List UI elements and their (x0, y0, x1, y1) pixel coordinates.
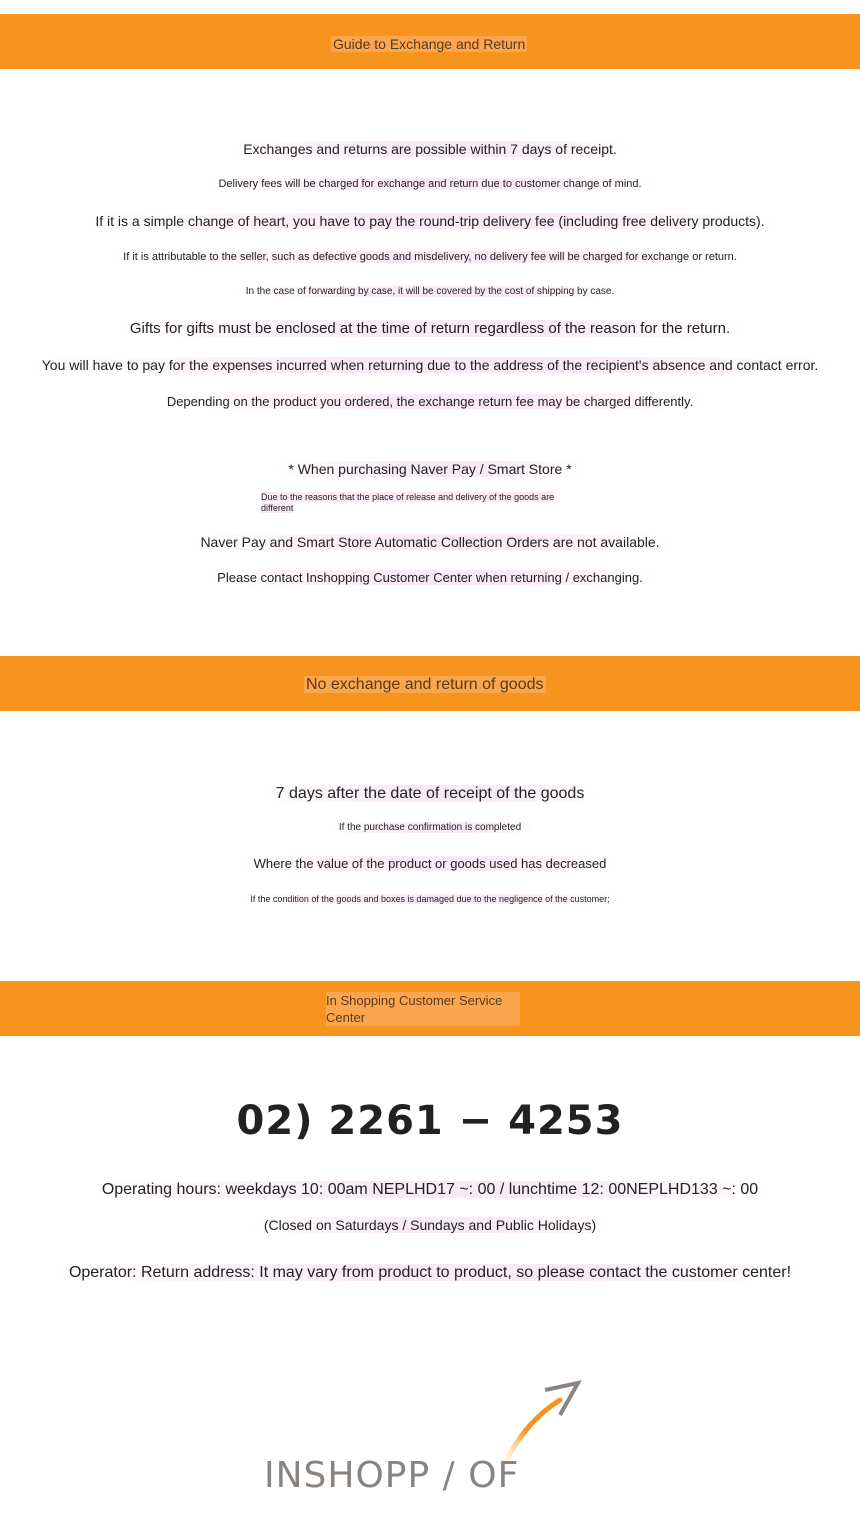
guide-line-2: Delivery fees will be charged for exchange and return due to customer change of mind. (0, 178, 860, 190)
guide-line-7: You will have to pay for the expenses incurred when returning due to the address of the recipient's absence and contact error. (0, 357, 860, 373)
guide-line-3: If it is a simple change of heart, you have to pay the round-trip delivery fee (including free delivery products). (0, 213, 860, 229)
guide-line-8: Depending on the product you ordered, the exchange return fee may be charged differently. (0, 394, 860, 409)
operator-note: Operator: Return address: It may vary from product to product, so please contact the customer center! (0, 1264, 860, 1282)
no-exchange-line-1: 7 days after the date of receipt of the goods (0, 785, 860, 803)
no-exchange-line-2: If the purchase confirmation is completed (0, 822, 860, 833)
closed-days: (Closed on Saturdays / Sundays and Public Holidays) (0, 1217, 860, 1233)
operating-hours: Operating hours: weekdays 10: 00am NEPLHD17 ~: 00 / lunchtime 12: 00NEPLHD133 ~: 00 (0, 1181, 860, 1199)
guide-line-4: If it is attributable to the seller, such as defective goods and misdelivery, no delivery fee will be charged for exchange or return. (0, 251, 860, 263)
logo-text: INSHOPP / OF (264, 1455, 520, 1496)
naver-note: Due to the reasons that the place of release and delivery of the goods are different (261, 492, 555, 513)
section-header-exchange-return (0, 14, 860, 69)
section-title: No exchange and return of goods (306, 676, 544, 693)
naver-heading: * When purchasing Naver Pay / Smart Store * (0, 461, 860, 477)
naver-line-2: Please contact Inshopping Customer Center when returning / exchanging. (0, 570, 860, 585)
section-title: In Shopping Customer Service Center (326, 992, 520, 1026)
no-exchange-line-3: Where the value of the product or goods used has decreased (0, 856, 860, 871)
guide-line-6: Gifts for gifts must be enclosed at the time of return regardless of the reason for the return. (0, 320, 860, 337)
no-exchange-line-4: If the condition of the goods and boxes is damaged due to the negligence of the customer; (0, 894, 860, 904)
section-title: Guide to Exchange and Return (333, 36, 526, 52)
section-header-no-exchange (0, 656, 860, 711)
guide-line-1: Exchanges and returns are possible within 7 days of receipt. (0, 141, 860, 157)
section-header-customer-service (0, 981, 860, 1036)
guide-line-5: In the case of forwarding by case, it will be covered by the cost of shipping by case. (0, 286, 860, 297)
naver-line-1: Naver Pay and Smart Store Automatic Collection Orders are not available. (0, 534, 860, 550)
phone-number: 02) 2261 − 4253 (236, 1098, 624, 1144)
